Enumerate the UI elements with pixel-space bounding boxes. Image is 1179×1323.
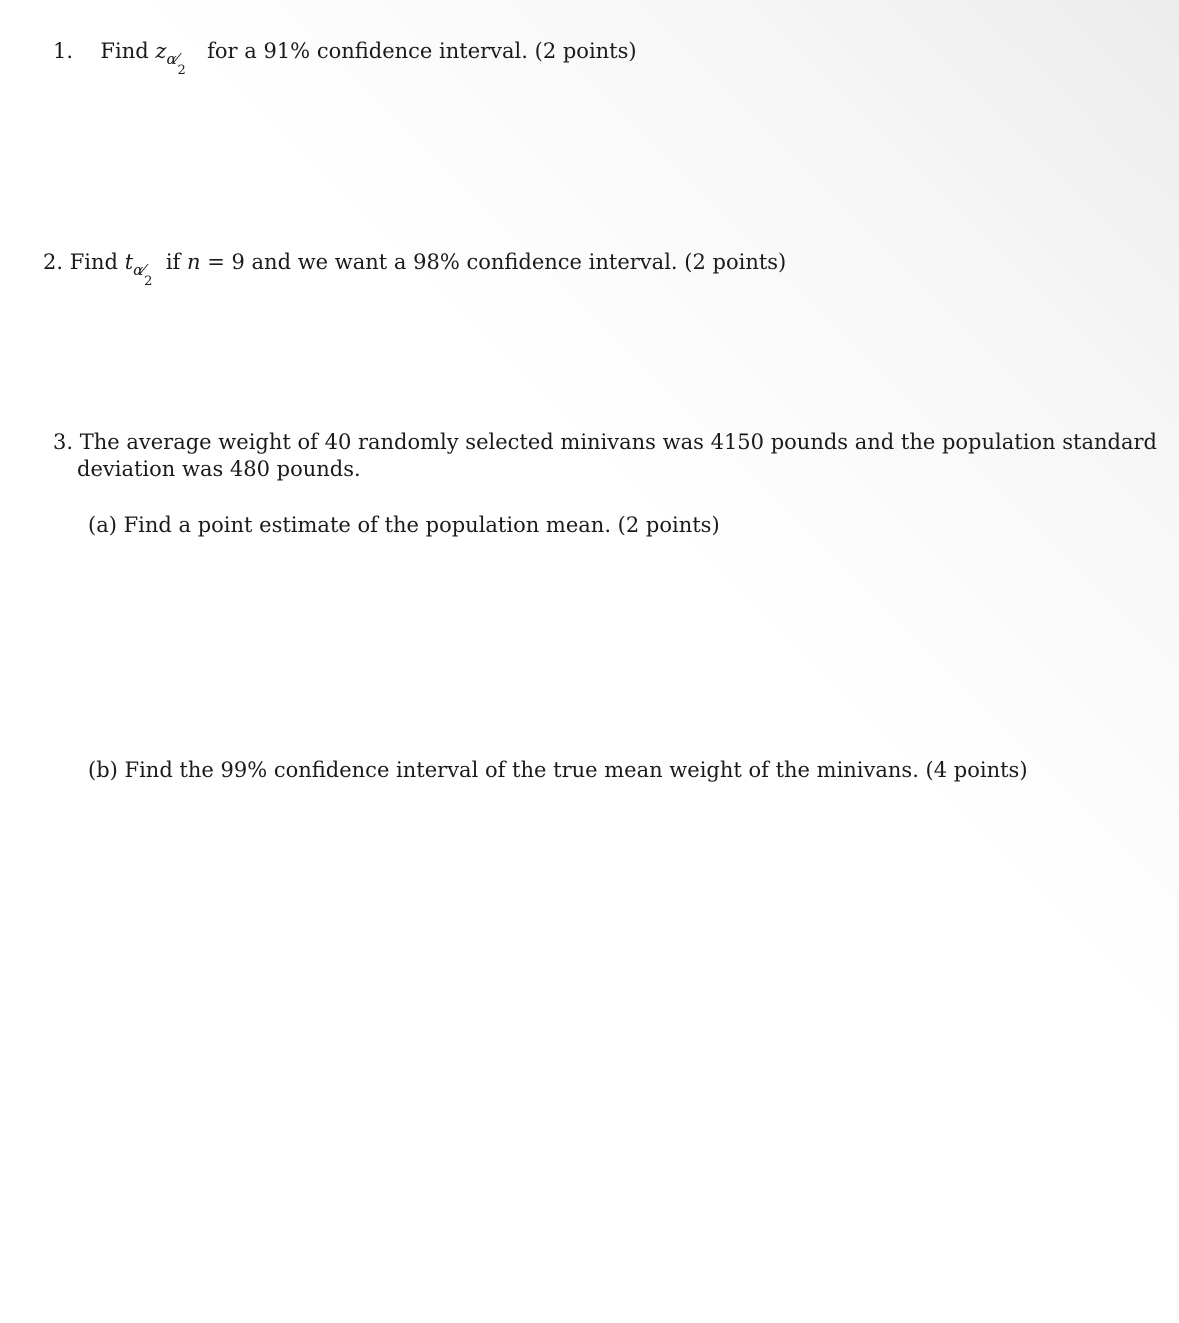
t-alpha-half-symbol [124, 249, 153, 289]
t-symbol: t [124, 250, 134, 274]
question-2-if: if [165, 250, 181, 274]
part-b-text: (b) Find the 99% confidence interval of the true mean weight of the minivans. (4 points) [88, 758, 1028, 782]
two-subscript: 2 [177, 63, 186, 78]
question-2-number: 2. [43, 250, 64, 274]
alpha-over-subscript: α⁄ [133, 261, 144, 279]
question-3-part-a [88, 512, 720, 538]
question-2-points: (2 points) [684, 250, 787, 274]
z-alpha-half-symbol [155, 38, 186, 78]
alpha-over-subscript: α⁄ [166, 50, 178, 68]
question-1-find: Find [100, 39, 149, 63]
question-1-text: for a 91% confidence interval. [207, 39, 528, 63]
question-3-number: 3. [53, 430, 74, 454]
question-3-line-2 [77, 456, 361, 482]
n-variable: n [187, 250, 201, 274]
question-1 [53, 38, 637, 78]
question-3-line-1 [53, 429, 1157, 455]
z-symbol: z [155, 39, 167, 63]
two-subscript: 2 [144, 274, 153, 289]
question-3-text-line-2: deviation was 480 pounds. [77, 457, 361, 481]
question-2-find: Find [69, 250, 118, 274]
question-3-part-b [88, 757, 1028, 783]
question-1-number: 1. [53, 39, 74, 63]
part-a-text: (a) Find a point estimate of the population mean. (2 points) [88, 513, 720, 537]
question-3-text-line-1: The average weight of 40 randomly selected minivans was 4150 pounds and the population standard [79, 430, 1157, 454]
question-2-text: = 9 and we want a 98% confidence interval. [207, 250, 678, 274]
question-2 [43, 249, 787, 289]
question-1-points: (2 points) [534, 39, 637, 63]
